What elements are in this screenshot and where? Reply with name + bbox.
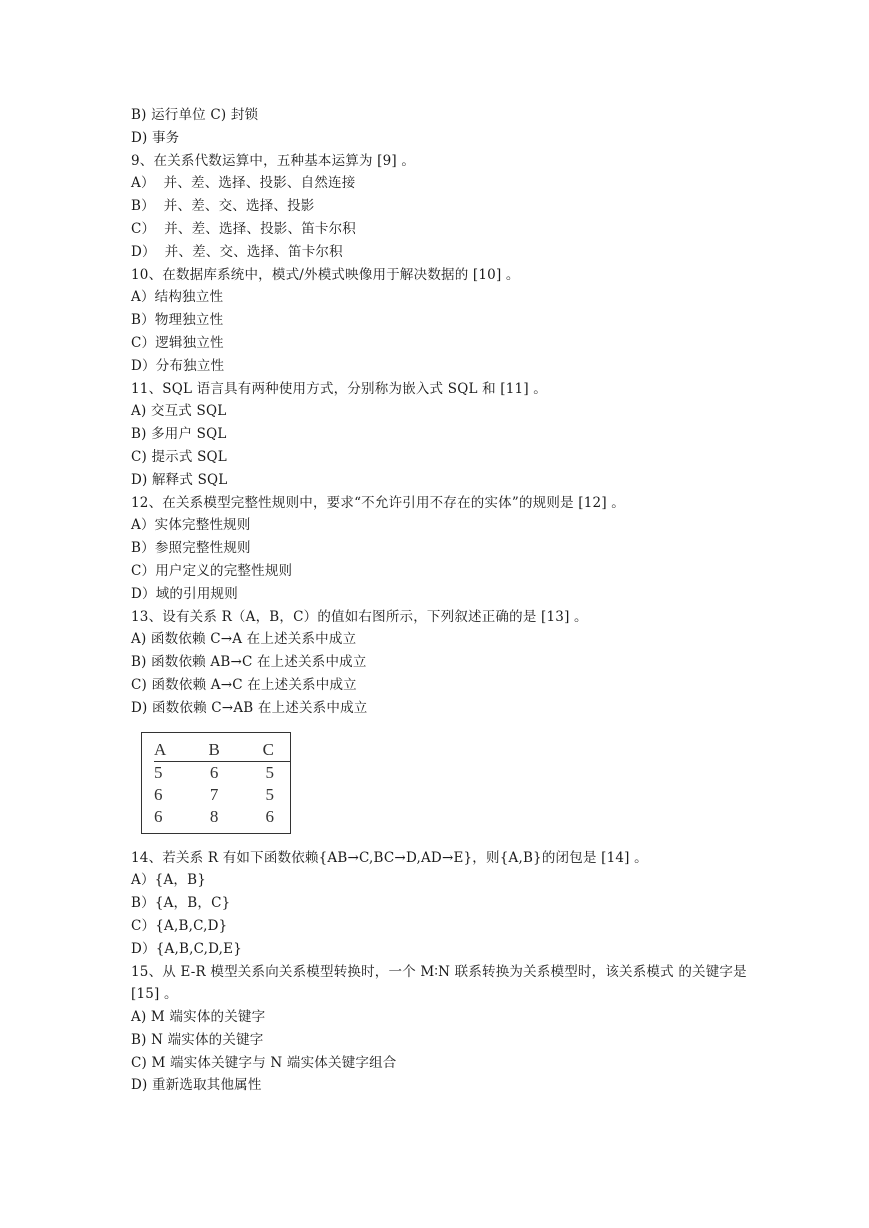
table-cell: 5 <box>265 784 274 804</box>
option-line: D）分布独立性 <box>131 357 225 374</box>
option-line: D）域的引用规则 <box>131 585 238 602</box>
option-line: D）{A,B,C,D,E} <box>131 940 242 957</box>
table-cell: 8 <box>209 806 219 826</box>
question-12: 12、在关系模型完整性规则中，要求“不允许引用不存在的实体”的规则是 [12] 。 <box>131 494 625 511</box>
table-row <box>154 784 290 806</box>
table-cell: 6 <box>209 762 219 782</box>
option-line: B) N 端实体的关键字 <box>131 1031 264 1048</box>
table-cell: 6 <box>154 784 163 804</box>
question-content <box>131 104 751 1097</box>
option-line: D) 函数依赖 C→AB 在上述关系中成立 <box>131 699 368 716</box>
option-line: B) 多用户 SQL <box>131 426 227 443</box>
option-line: D) 重新选取其他属性 <box>131 1077 262 1094</box>
option-line: A） 并、差、选择、投影、自然连接 <box>131 175 356 192</box>
table-row <box>154 806 290 828</box>
column-header: B <box>208 739 220 759</box>
question-10: 10、在数据库系统中，模式/外模式映像用于解决数据的 [10] 。 <box>131 266 520 283</box>
relation-table <box>154 739 290 828</box>
option-line: A) 交互式 SQL <box>131 403 227 420</box>
option-line: A）结构独立性 <box>131 289 224 306</box>
question-15: 15、从 E-R 模型关系向关系模型转换时，一个 M∶N 联系转换为关系模型时，该关系模式 的关键字是 [15] 。 <box>131 963 747 1003</box>
question-13: 13、设有关系 R（A，B，C）的值如右图所示，下列叙述正确的是 [13] 。 <box>131 608 588 625</box>
option-line: A) M 端实体的关键字 <box>131 1009 266 1026</box>
option-line: B） 并、差、交、选择、投影 <box>131 198 315 215</box>
option-line: A）实体完整性规则 <box>131 517 251 534</box>
option-line: C）逻辑独立性 <box>131 334 224 351</box>
table-cell: 6 <box>265 806 274 826</box>
relation-table-figure <box>141 732 291 834</box>
questions-before-table <box>131 104 751 720</box>
option-line: C) 函数依赖 A→C 在上述关系中成立 <box>131 676 357 693</box>
option-line: A）{A，B} <box>131 872 206 889</box>
column-header: C <box>262 739 274 759</box>
option-line: C）用户定义的完整性规则 <box>131 562 293 579</box>
table-row <box>154 761 290 784</box>
question-11: 11、SQL 语言具有两种使用方式，分别称为嵌入式 SQL 和 [11] 。 <box>131 380 548 397</box>
question-14: 14、若关系 R 有如下函数依赖{AB→C,BC→D,AD→E}，则{A,B}的闭包是 [14] 。 <box>131 849 648 866</box>
option-line: C） 并、差、选择、投影、笛卡尔积 <box>131 220 357 237</box>
option-line: A) 函数依赖 C→A 在上述关系中成立 <box>131 631 357 648</box>
option-line: C) 提示式 SQL <box>131 448 227 465</box>
table-header-row <box>154 739 290 762</box>
text-line: B) 运行单位 C) 封锁 <box>131 107 259 123</box>
question-9: 9、在关系代数运算中，五种基本运算为 [9] 。 <box>131 152 416 169</box>
table-cell: 6 <box>154 806 163 826</box>
questions-after-table <box>131 847 751 1098</box>
option-line: B）参照完整性规则 <box>131 540 251 557</box>
option-line: B）{A，B，C} <box>131 895 231 912</box>
option-line: D) 解释式 SQL <box>131 471 228 488</box>
table-cell: 7 <box>209 784 219 804</box>
text-line: D) 事务 <box>131 129 180 146</box>
option-line: B) 函数依赖 AB→C 在上述关系中成立 <box>131 654 367 671</box>
option-line: D） 并、差、交、选择、笛卡尔积 <box>131 243 343 260</box>
option-line: B）物理独立性 <box>131 312 224 329</box>
column-header: A <box>154 739 167 759</box>
table-cell: 5 <box>265 762 274 782</box>
option-line: C) M 端实体关键字与 N 端实体关键字组合 <box>131 1054 397 1071</box>
table-cell: 5 <box>154 762 163 782</box>
option-line: C）{A,B,C,D} <box>131 917 228 934</box>
